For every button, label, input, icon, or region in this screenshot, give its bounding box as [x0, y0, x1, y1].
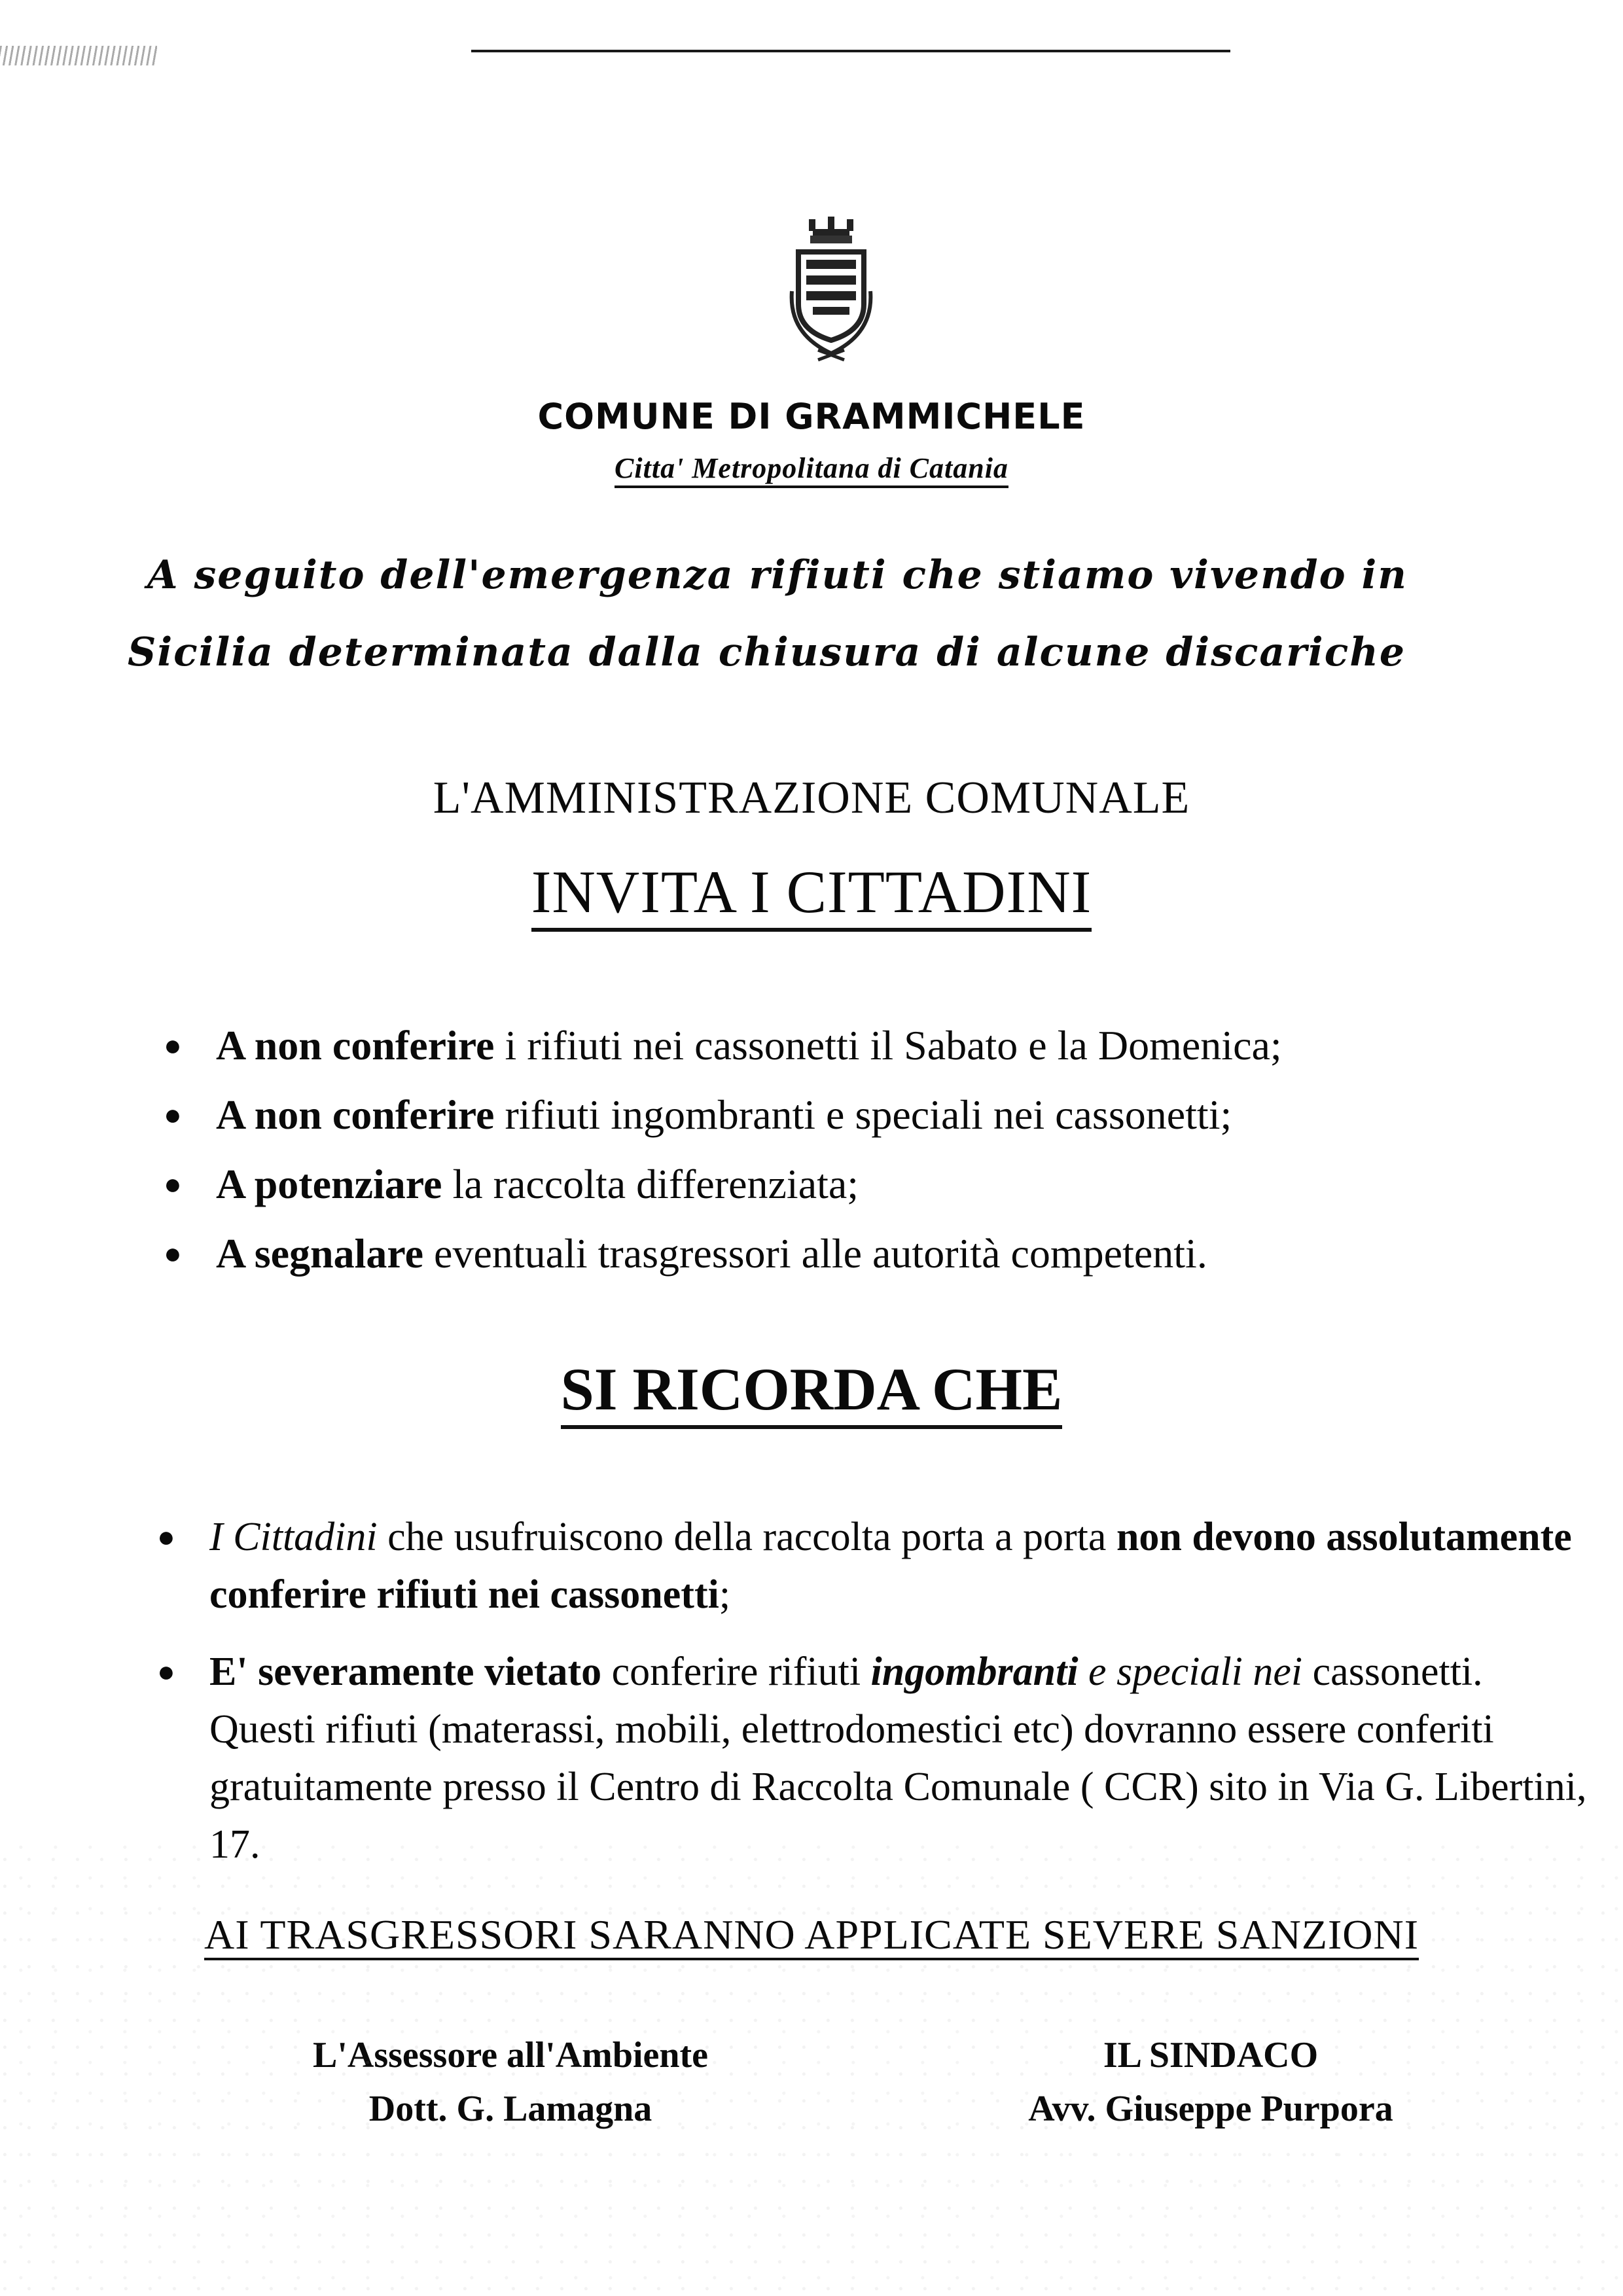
inviti-list	[164, 1011, 1538, 1288]
scan-noise	[0, 1838, 1623, 2296]
list-item	[164, 1011, 1538, 1080]
invito-text: rifiuti ingombranti e speciali nei cassonetti;	[494, 1091, 1232, 1138]
invito-text: la raccolta differenziata;	[442, 1161, 859, 1207]
bullet-icon: ●	[164, 1029, 182, 1062]
invito-bold: A non conferire	[216, 1022, 495, 1069]
invito-text: eventuali trasgressori alle autorità competenti.	[423, 1230, 1207, 1277]
invito-text: i rifiuti nei cassonetti il Sabato e la Domenica;	[494, 1022, 1282, 1069]
list-item	[164, 1150, 1538, 1219]
invito-bold: A potenziare	[216, 1161, 442, 1207]
assessore-role: L'Assessore all'Ambiente	[312, 2035, 709, 2075]
scan-edge-artifact	[0, 46, 1243, 55]
comune-title: COMUNE DI GRAMMICHELE	[537, 396, 1086, 437]
scan-smudge	[0, 46, 157, 65]
sindaco-name: Avv. Giuseppe Purpora	[1028, 2089, 1393, 2129]
invito-bold: A segnalare	[216, 1230, 424, 1277]
ricorda-2-bold-italic: ingombranti	[870, 1650, 1079, 1694]
ricorda-1-italic: I Cittadini	[209, 1515, 378, 1559]
intro-line-1-text: A seguito dell'emergenza rifiuti che stiamo vivendo in	[147, 552, 1408, 598]
comune-subtitle-text: Citta' Metropolitana di Catania	[615, 452, 1008, 488]
sindaco-role: IL SINDACO	[1103, 2035, 1319, 2075]
invita-heading-text: INVITA I CITTADINI	[531, 858, 1092, 932]
intro-line-1	[128, 537, 1541, 614]
bullet-icon: ●	[157, 1655, 175, 1688]
list-item	[164, 1080, 1538, 1150]
ricorda-1-bold: non devono assolutamente conferire rifiuti nei cassonetti	[209, 1515, 1572, 1617]
ricorda-2-text-2: cassonetti. Questi rifiuti (materassi, mobili, elettrodomestici etc) dovranno essere conferiti gratuitamente presso il Centro di Raccolta Comunale ( CCR) sito in Via G. Libertini, 17.	[209, 1650, 1587, 1867]
intro-paragraph	[128, 537, 1541, 691]
bullet-icon: ●	[157, 1520, 175, 1553]
invita-heading	[0, 857, 1623, 927]
intro-line-2	[128, 614, 1541, 691]
comune-subtitle	[0, 451, 1623, 485]
invito-bold: A non conferire	[216, 1091, 495, 1138]
ricorda-heading	[0, 1354, 1623, 1424]
sanzioni-text: AI TRASGRESSORI SARANNO APPLICATE SEVERE SANZIONI	[204, 1911, 1419, 1960]
bullet-icon: ●	[164, 1167, 182, 1201]
ricorda-2-text: conferire rifiuti	[601, 1650, 871, 1694]
ricorda-heading-text: SI RICORDA CHE	[561, 1356, 1063, 1429]
ricorda-2-italic: e speciali nei	[1078, 1650, 1303, 1694]
ricorda-list	[157, 1508, 1597, 1873]
ricorda-2-bold: E' severamente vietato	[209, 1650, 602, 1694]
bullet-icon: ●	[164, 1237, 182, 1270]
list-item	[164, 1219, 1538, 1288]
scan-top-line	[471, 50, 1230, 52]
assessore-name: Dott. G. Lamagna	[368, 2089, 652, 2129]
ricorda-1-end: ;	[719, 1572, 731, 1617]
admin-heading: L'AMMINISTRAZIONE COMUNALE	[433, 773, 1190, 823]
ricorda-1-text: che usufruiscono della raccolta porta a porta	[377, 1515, 1116, 1559]
intro-line-2-text: Sicilia determinata dalla chiusura di alcune discariche	[128, 629, 1406, 675]
list-item	[157, 1508, 1597, 1623]
coat-of-arms-icon	[772, 213, 890, 363]
bullet-icon: ●	[164, 1098, 182, 1131]
